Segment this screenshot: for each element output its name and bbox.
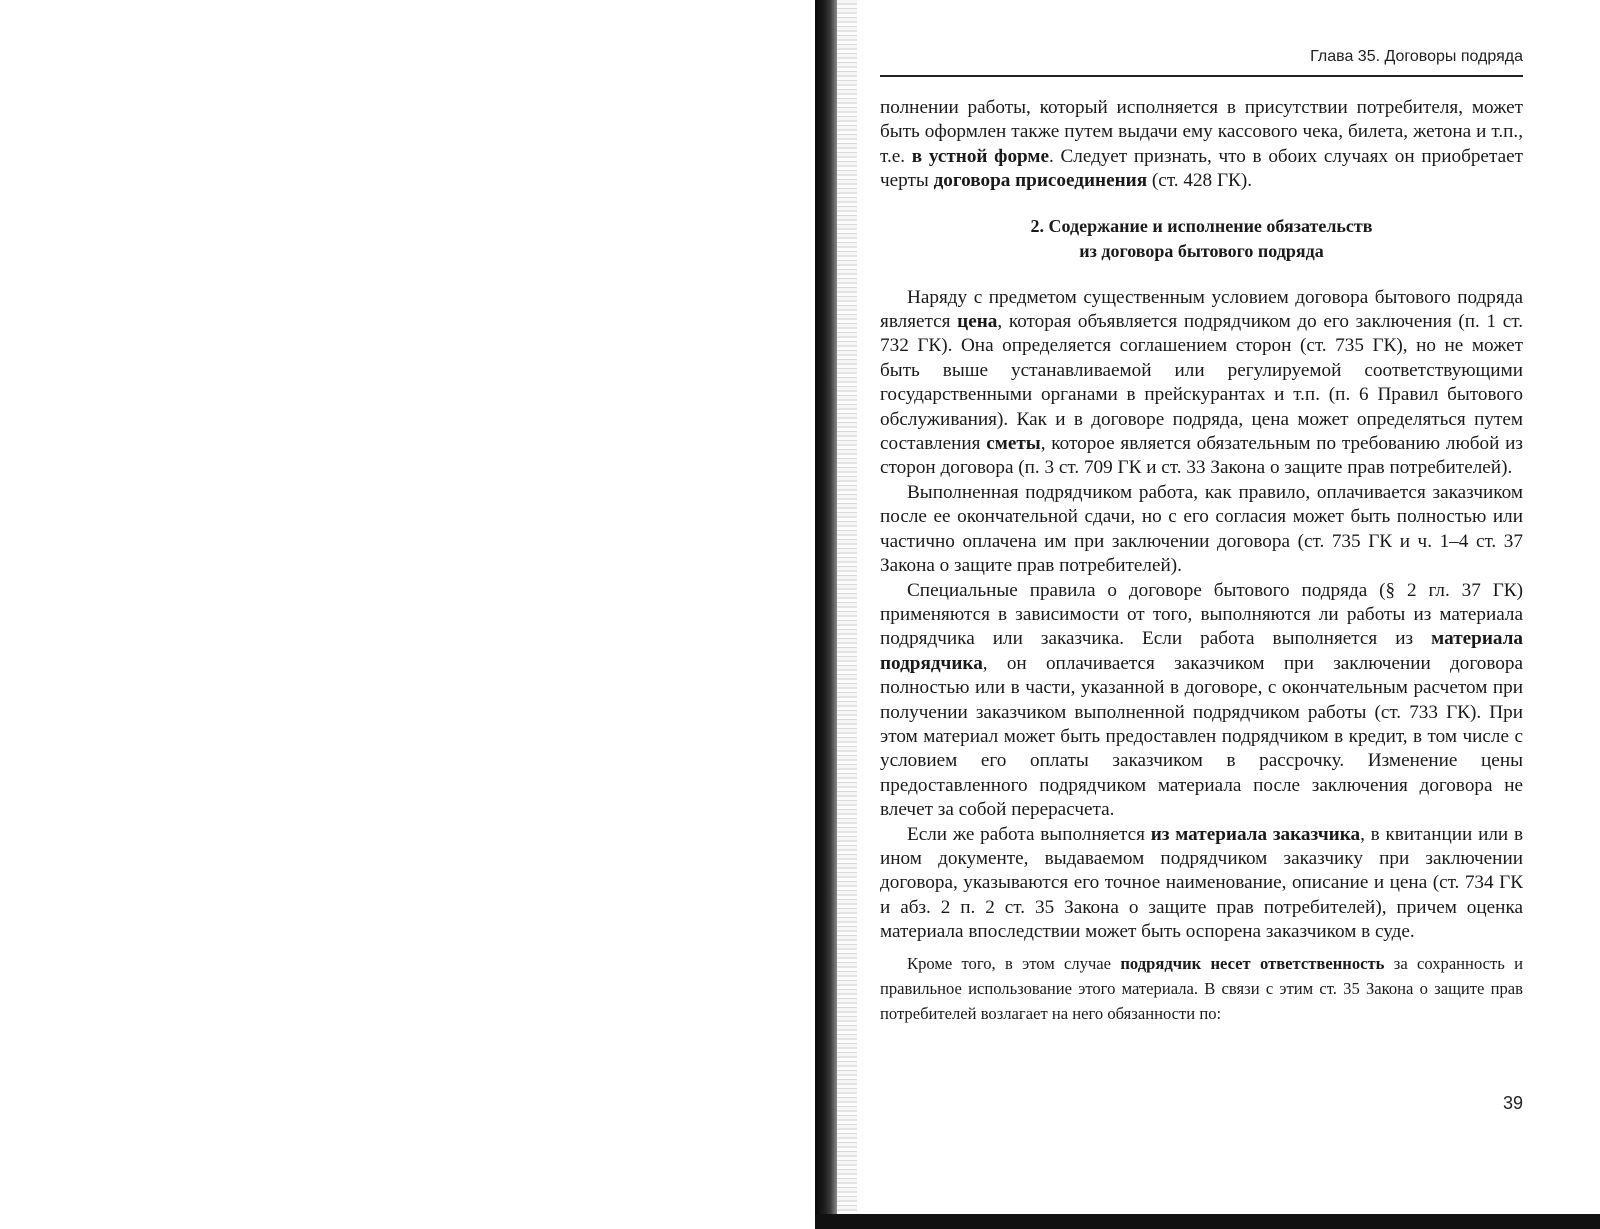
body-text [880, 96, 1523, 1026]
paragraph-4: Если же работа выполняется из материала заказчика, в квитанции или в ином документе, выдаваемом подрядчиком заказчику при заключении договора, указываются его точное наименование, описание и цена (ст. 734 ГК и абз. 2 п. 2 ст. 35 Закона о защите прав потребителей), причем оценка материала впоследствии может быть оспорена заказчиком в суде. [880, 823, 1523, 943]
section-title: 2. Содержание и исполнение обязательств из договора бытового подряда [1030, 215, 1373, 261]
bold-term: в устной форме [911, 145, 1050, 167]
running-header: Глава 35. Договоры подряда [1310, 48, 1523, 65]
paragraph-3: Специальные правила о договоре бытового подряда (§ 2 гл. 37 ГК) применяются в зависимости от того, выполняются ли работы из материала подрядчика или заказчика. Если работа выполняется из материала подрядчика, он оплачивается заказчиком при заключении договора полностью или в части, указанной в договоре, с окончательным расчетом при получении заказчиком выполненной подрядчиком работы (ст. 733 ГК). При этом материал может быть предоставлен подрядчиком в кредит, в том числе с условием его оплаты заказчиком в рассрочку. Изменение цены предоставленного подрядчиком материала после заключения договора не влечет за собой перерасчета. [880, 579, 1523, 821]
header-rule [880, 75, 1523, 77]
bold-term: сметы [986, 433, 1041, 455]
page-number: 39 [1502, 1093, 1523, 1113]
paragraph-2: Выполненная подрядчиком работа, как правило, оплачивается заказчиком после ее окончательной сдачи, но с его согласия может быть полностью или частично оплачена им при заключении договора (ст. 735 ГК и ч. 1–4 ст. 37 Закона о защите прав потребителей). [880, 481, 1523, 577]
bold-term: подрядчик несет ответственность [1120, 953, 1385, 973]
scan-gutter-noise [837, 0, 857, 1229]
bold-term: договора присоединения [933, 170, 1148, 192]
bold-term: цена [957, 311, 998, 333]
book-page [857, 0, 1600, 1214]
paragraph-5: Кроме того, в этом случае подрядчик несет ответственность за сохранность и правильное использование этого материала. В связи с этим ст. 35 Закона о защите прав потребителей возлагает на него обязанности по: [880, 953, 1524, 1023]
bold-term: материала подрядчика [880, 628, 1523, 674]
paragraph-1: Наряду с предметом существенным условием договора бытового подряда является цена, которая объявляется подрядчиком до его заключения (п. 1 ст. 732 ГК). Она определяется соглашением сторон (ст. 735 ГК), но не может быть выше устанавливаемой или регулируемой соответствующими государственными органами в прейскурантах и т.п. (п. 6 Правил бытового обслуживания). Как и в договоре подряда, цена может определяться путем составления сметы, которое является обязательным по требованию любой из сторон договора (п. 3 ст. 709 ГК и ст. 33 Закона о защите прав потребителей). [880, 286, 1523, 479]
scan-bottom-edge [815, 1214, 1600, 1229]
bold-term: из материала заказчика [1150, 823, 1361, 845]
continuation-paragraph: полнении работы, который исполняется в присутствии потребителя, может быть оформлен также путем выдачи ему кассового чека, билета, жетона и т.п., т.е. в устной форме. Следует признать, что в обоих случаях он приобретает черты договора присоединения (ст. 428 ГК). [880, 97, 1523, 192]
book-spine-shadow [815, 0, 837, 1229]
